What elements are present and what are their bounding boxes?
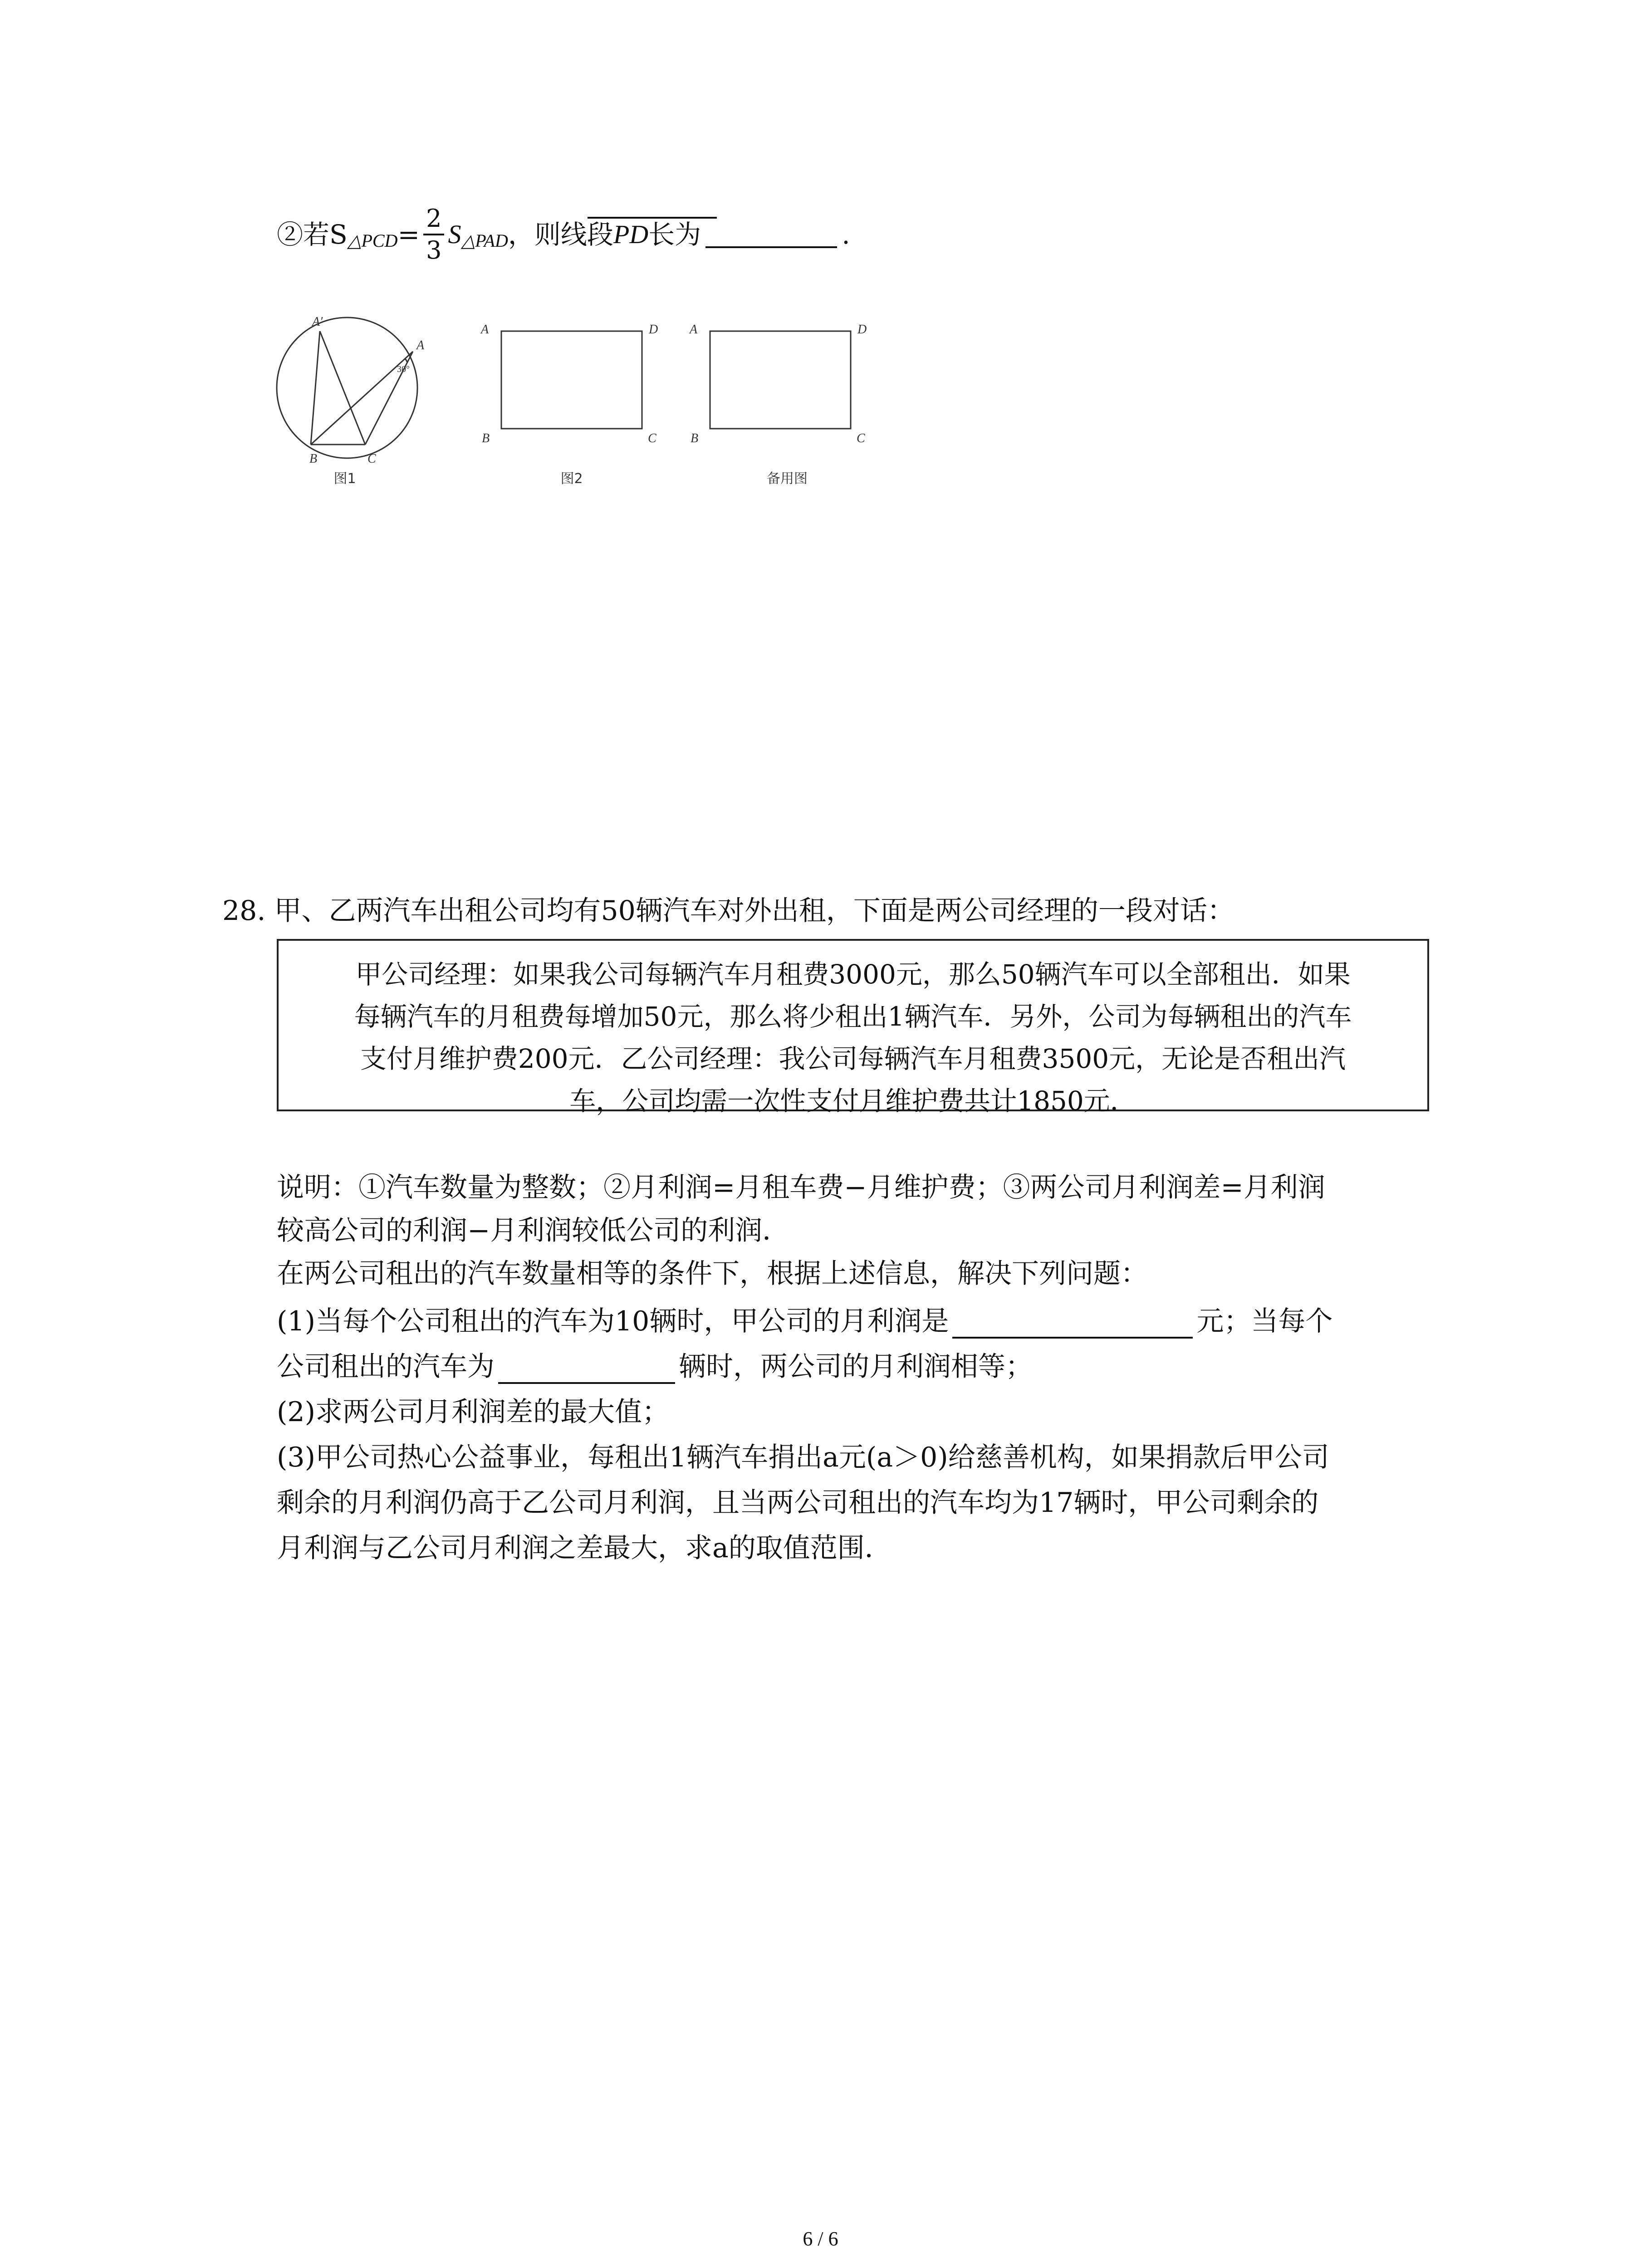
q27-tail: 长为 [648,219,701,250]
answer-blank-profit[interactable] [952,1311,1193,1339]
part-3-line-3: 月利润与乙公司月利润之差最大，求a的取值范围． [277,1532,892,1564]
note-line-1: 说明：①汽车数量为整数；②月利润=月租车费−月维护费；③两公司月利润差=月利润 [277,1172,1325,1203]
q27-s2: S [448,220,461,249]
label-b: B [482,431,490,445]
figures-svg [272,308,930,499]
q27-eq: = [397,219,420,250]
label-c: C [648,431,656,445]
fraction-numerator: 2 [423,206,444,235]
figures-row [272,308,930,499]
part-3-line-1: (3)甲公司热心公益事业，每租出1辆汽车捐出a元(a＞0)给慈善机构，如果捐款后甲公司 [277,1442,1329,1473]
q27-sub2: △PAD [461,230,508,251]
note-line-2: 较高公司的利润−月利润较低公司的利润． [277,1215,790,1246]
label-d: D [649,323,658,337]
figure-1 [277,318,417,458]
dialogue-line: 每辆汽车的月租费每增加50元，那么将少租出1辆汽车．另外，公司为每辆租出的汽车 [354,1001,1352,1032]
part-1-text-d: 辆时，两公司的月利润相等； [679,1351,1033,1383]
label-c: C [367,452,376,466]
label-angle: 30° [397,364,410,374]
label-a-prime: A′ [312,315,323,329]
part-3-line-2: 剩余的月利润仍高于乙公司月利润，且当两公司租出的汽车均为17辆时，甲公司剩余的 [277,1487,1319,1519]
q27-pd: PD [613,220,649,249]
label-b: B [691,431,699,445]
page-number: 6 / 6 [803,2228,838,2250]
rectangle [710,331,851,429]
label-a: A [416,338,425,352]
answer-blank-cars[interactable] [498,1357,675,1384]
part-1-text-b: 元；当每个 [1196,1305,1333,1337]
q27-part2 [277,206,850,263]
label-a: A [481,323,489,337]
dialogue-line: 车，公司均需一次性支付月维护费共计1850元． [569,1085,1136,1116]
dialogue-line: 支付月维护费200元．乙公司经理：我公司每辆汽车月租费3500元，无论是否租出汽 [360,1043,1346,1074]
part-2: (2)求两公司月利润差的最大值； [277,1396,669,1428]
angle-arc [405,358,407,363]
part-1-text-a: (1)当每个公司租出的汽车为10辆时，甲公司的月利润是 [277,1305,949,1337]
caption-fig1: 图1 [333,471,356,487]
line-a-prime-c [320,331,365,445]
dialogue-line: 甲公司经理：如果我公司每辆汽车月租费3000元，那么50辆汽车可以全部租出．如果 [355,959,1351,990]
figure-2 [501,331,642,429]
fraction-denominator: 3 [426,236,442,264]
q27-sub1: △PCD [347,230,398,251]
q27-prefix: ②若S [277,219,348,250]
caption-fig2: 图2 [560,471,583,487]
q28-stem: 28. 甲、乙两汽车出租公司均有50辆汽车对外出租，下面是两公司经理的一段对话： [222,895,1234,927]
dialogue-box [277,939,1429,1116]
label-d: D [857,323,867,337]
label-a: A [690,323,698,337]
circle [277,318,417,458]
part-1-line-2 [277,1345,1033,1384]
caption-fig3: 备用图 [767,471,808,487]
rectangle [501,331,642,429]
condition-text: 在两公司租出的汽车数量相等的条件下，根据上述信息，解决下列问题： [277,1258,1148,1290]
part-1-line-1 [277,1300,1332,1339]
answer-blank-pd[interactable] [705,221,837,248]
q27-end: . [842,219,850,250]
label-c: C [857,431,865,445]
line-a-prime-b [311,331,320,445]
label-b: B [309,452,318,466]
q27-fraction [423,206,444,263]
q27-mid: ，则线段 [508,219,613,250]
part-1-text-c: 公司租出的汽车为 [277,1351,495,1383]
figure-3 [710,331,851,429]
